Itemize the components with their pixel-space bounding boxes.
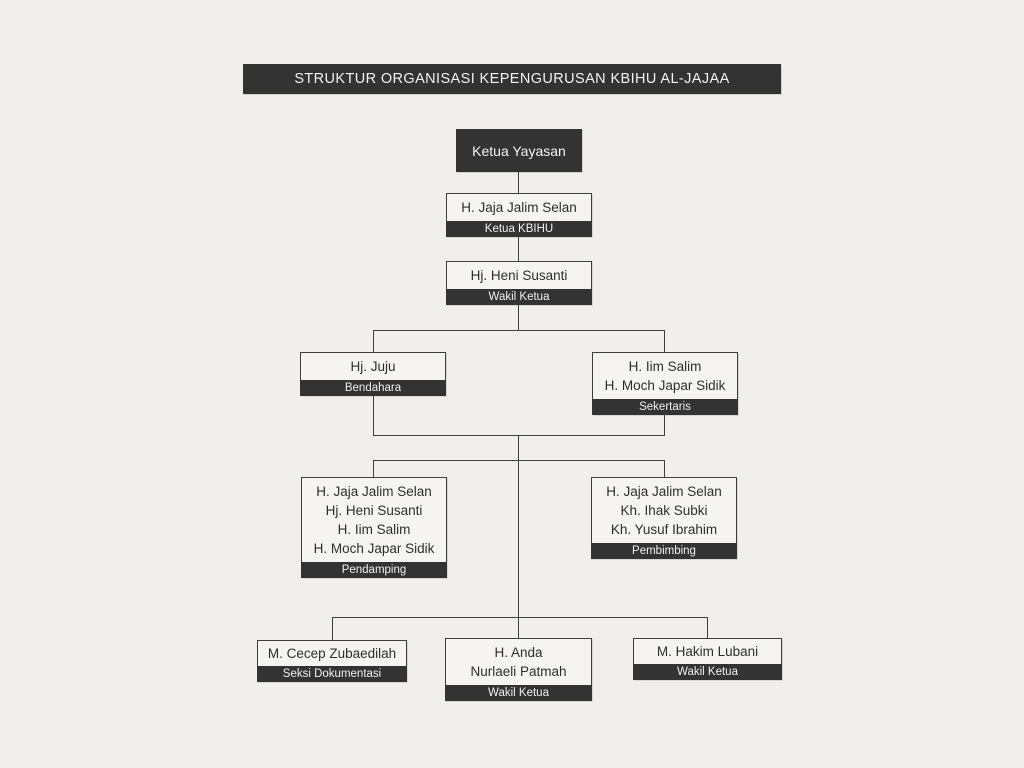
- node-ketua-yayasan: [456, 129, 582, 172]
- member-names: [258, 641, 406, 666]
- member-name: H. Iim Salim: [337, 522, 411, 537]
- member-names: [447, 194, 591, 221]
- member-names: [447, 262, 591, 289]
- member-name: H. Iim Salim: [628, 359, 702, 374]
- member-name: M. Hakim Lubani: [656, 644, 759, 659]
- node-sekertaris: [592, 352, 738, 415]
- node-bendahara: [300, 352, 446, 396]
- member-names: [446, 639, 591, 685]
- role-label: Wakil Ketua: [445, 685, 592, 701]
- connector-line: [332, 617, 708, 618]
- connector-line: [373, 460, 374, 477]
- node-pembimbing: [591, 477, 737, 559]
- role-label: Ketua KBIHU: [446, 221, 592, 237]
- member-names: [302, 478, 446, 562]
- connector-line: [518, 617, 519, 638]
- role-label: Wakil Ketua: [633, 664, 782, 680]
- member-name: H. Moch Japar Sidik: [313, 541, 435, 556]
- connector-line: [664, 414, 665, 435]
- member-name: Nurlaeli Patmah: [470, 664, 567, 679]
- member-name: H. Jaja Jalim Selan: [461, 200, 577, 215]
- role-label: Bendahara: [300, 380, 446, 396]
- node-wakil-ketua-2: [445, 638, 592, 701]
- member-names: [634, 639, 781, 664]
- role-label: Pendamping: [301, 562, 447, 578]
- member-names: [592, 478, 736, 543]
- chart-title-bar: [243, 64, 781, 94]
- member-name: Kh. Yusuf Ibrahim: [610, 522, 718, 537]
- member-name: Kh. Ihak Subki: [620, 503, 708, 518]
- member-name: H. Moch Japar Sidik: [604, 378, 726, 393]
- member-name: H. Jaja Jalim Selan: [606, 484, 722, 499]
- connector-line: [518, 460, 519, 617]
- connector-line: [373, 395, 374, 435]
- connector-line: [664, 460, 665, 477]
- node-ketua-yayasan-label: Ketua Yayasan: [472, 142, 566, 159]
- node-wakil-ketua-3: [633, 638, 782, 680]
- connector-line: [518, 236, 519, 261]
- chart-title: STRUKTUR ORGANISASI KEPENGURUSAN KBIHU AL-JAJAA: [294, 71, 730, 87]
- member-name: Hj. Juju: [350, 359, 396, 374]
- member-name: M. Cecep Zubaedilah: [267, 646, 397, 661]
- connector-line: [707, 617, 708, 638]
- connector-line: [373, 330, 665, 331]
- member-name: H. Anda: [494, 645, 543, 660]
- member-name: H. Jaja Jalim Selan: [316, 484, 432, 499]
- role-label: Wakil Ketua: [446, 289, 592, 305]
- member-name: Hj. Heni Susanti: [325, 503, 423, 518]
- connector-line: [518, 172, 519, 193]
- member-names: [301, 353, 445, 380]
- node-ketua-kbihu: [446, 193, 592, 237]
- connector-line: [332, 617, 333, 640]
- role-label: Pembimbing: [591, 543, 737, 559]
- connector-line: [664, 330, 665, 352]
- role-label: Sekertaris: [592, 399, 738, 415]
- node-wakil-ketua-1: [446, 261, 592, 305]
- node-pendamping: [301, 477, 447, 578]
- connector-line: [518, 435, 519, 460]
- node-seksi-dokumentasi: [257, 640, 407, 682]
- connector-line: [373, 330, 374, 352]
- connector-line: [518, 304, 519, 330]
- role-label: Seksi Dokumentasi: [257, 666, 407, 682]
- connector-line: [373, 435, 665, 436]
- connector-line: [373, 460, 665, 461]
- member-names: [593, 353, 737, 399]
- member-name: Hj. Heni Susanti: [470, 268, 568, 283]
